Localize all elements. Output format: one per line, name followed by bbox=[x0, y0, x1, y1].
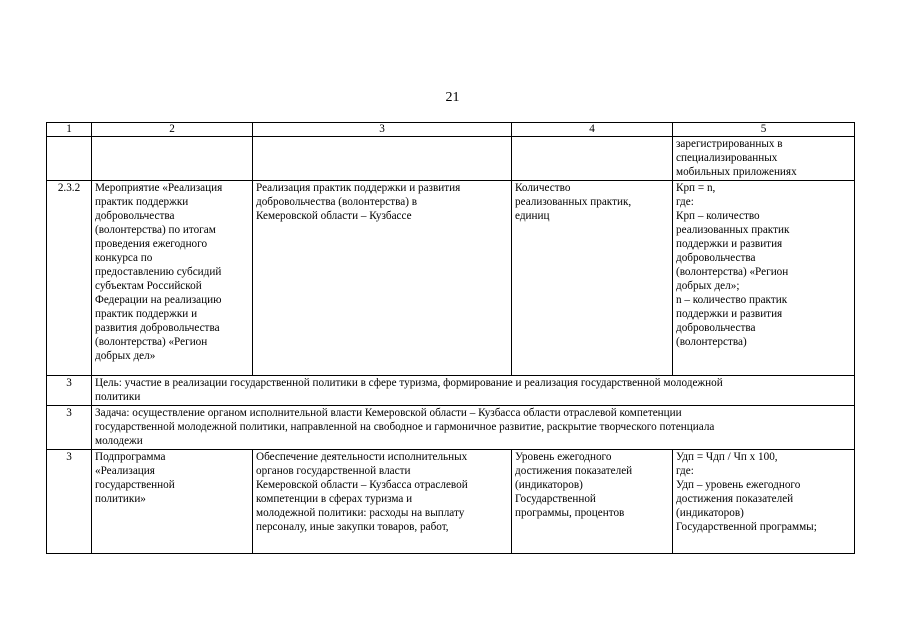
cont-cell-2 bbox=[92, 137, 253, 181]
header-cell-4: 4 bbox=[512, 123, 673, 137]
header-cell-1: 1 bbox=[47, 123, 92, 137]
subprogram-name-cell: Подпрограмма «Реализация государственной политики» bbox=[92, 450, 253, 554]
indicators-table bbox=[46, 122, 855, 554]
table-row-task bbox=[47, 406, 855, 450]
subprogram-formula-cell: Удп = Чдп / Чп х 100, где: Удп – уровень ежегодного достижения показателей (индикаторов) Государственной программы; bbox=[673, 450, 855, 554]
table-row-continuation bbox=[47, 137, 855, 181]
header-cell-3: 3 bbox=[253, 123, 512, 137]
table-row-subprogram bbox=[47, 450, 855, 554]
cont-cell-formula: зарегистрированных в специализированных мобильных приложениях bbox=[673, 137, 855, 181]
event-name-cell: Мероприятие «Реализация практик поддержки добровольчества (волонтерства) по итогам проведения ежегодного конкурса по предоставлению субсидий субъектам Российской Федерации на реализацию практик поддержки и развития добровольчества (волонтерства) «Регион добрых дел» bbox=[92, 181, 253, 376]
table-row-goal bbox=[47, 376, 855, 406]
subprogram-description-cell: Обеспечение деятельности исполнительных органов государственной власти Кемеровской области – Кузбасса отраслевой компетенции в сферах туризма и молодежной политики: расходы на выплату персоналу, иные закупки товаров, работ, bbox=[253, 450, 512, 554]
row-number: 2.3.2 bbox=[47, 181, 92, 376]
cont-cell-3 bbox=[253, 137, 512, 181]
page-number: 21 bbox=[445, 90, 460, 105]
task-row-number: 3 bbox=[47, 406, 92, 450]
goal-text: Цель: участие в реализации государственной политики в сфере туризма, формирование и реализация государственной молодежной политики bbox=[92, 376, 855, 406]
indicator-cell: Количество реализованных практик, единиц bbox=[512, 181, 673, 376]
header-cell-2: 2 bbox=[92, 123, 253, 137]
header-row bbox=[47, 123, 855, 137]
header-cell-5: 5 bbox=[673, 123, 855, 137]
cont-cell-1 bbox=[47, 137, 92, 181]
event-description-cell: Реализация практик поддержки и развития добровольчества (волонтерства) в Кемеровской области – Кузбассе bbox=[253, 181, 512, 376]
table-row-2-3-2 bbox=[47, 181, 855, 376]
cont-cell-4 bbox=[512, 137, 673, 181]
subprogram-row-number: 3 bbox=[47, 450, 92, 554]
goal-row-number: 3 bbox=[47, 376, 92, 406]
formula-cell: Крп = n, где: Крп – количество реализованных практик поддержки и развития добровольчества (волонтерства) «Регион добрых дел»; n – количество практик поддержки и развития добровольчества (волонтерства) bbox=[673, 181, 855, 376]
subprogram-indicator-cell: Уровень ежегодного достижения показателей (индикаторов) Государственной программы, процентов bbox=[512, 450, 673, 554]
task-text: Задача: осуществление органом исполнительной власти Кемеровской области – Кузбасса области отраслевой компетенции государственной молодежной политики, направленной на свободное и гармоничное развитие, раскрытие творческого потенциала молодежи bbox=[92, 406, 855, 450]
